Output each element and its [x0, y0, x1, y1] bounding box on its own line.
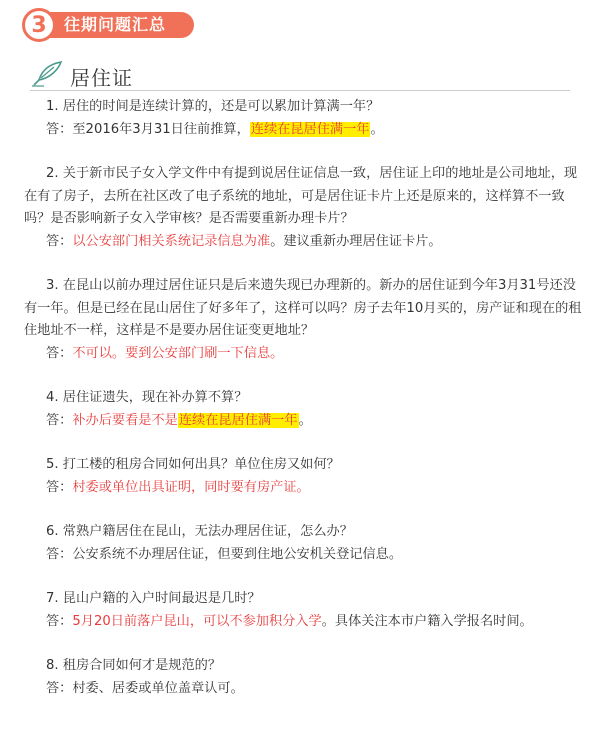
question: 7. 昆山户籍的入户时间最迟是几时？	[46, 591, 261, 606]
qa-item-6	[24, 521, 586, 566]
qa-item-4	[24, 387, 586, 432]
qa-item-8	[24, 655, 586, 700]
qa-item-2	[24, 163, 586, 253]
section-number-badge: 3	[22, 8, 56, 42]
qa-item-7	[24, 588, 586, 633]
qa-item-1	[24, 96, 586, 141]
red-text: 以公安部门相关系统记录信息为准	[72, 233, 271, 249]
answer: 答：至2016年3月31日往前推算，连续在昆居住满一年。	[46, 121, 384, 137]
question: 5. 打工楼的租房合同如何出具？单位住房又如何？	[46, 457, 340, 472]
section-header	[22, 8, 177, 42]
subsection-header	[30, 60, 570, 90]
answer: 答：补办后要看是不是连续在昆居住满一年。	[46, 412, 312, 428]
question: 1. 居住的时间是连续计算的，还是可以累加计算满一年？	[46, 99, 380, 114]
question: 2. 关于新市民子女入学文件中有提到说居住证信息一致，居住证上印的地址是公司地址，现在有了房子，去所在社区改了电子系统的地址，可是居住证卡片上还是原来的，这样算不一致吗？是否影响新子女入学审核？是否需要重新办理卡片？	[24, 166, 578, 226]
qa-item-5	[24, 454, 586, 499]
answer: 答：村委或单位出具证明，同时要有房产证。	[46, 479, 310, 495]
red-text: 村委或单位出具证明，同时要有房产证。	[72, 479, 310, 495]
section-title: 往期问题汇总	[44, 12, 194, 38]
question: 6. 常熟户籍居住在昆山，无法办理居住证，怎么办？	[46, 524, 353, 539]
question: 4. 居住证遗失，现在补办算不算？	[46, 390, 248, 405]
subsection-divider	[30, 90, 570, 91]
answer: 答：5月20日前落户昆山，可以不参加积分入学。具体关注本市户籍入学报名时间。	[46, 613, 533, 629]
red-text: 补办后要看是不是	[72, 412, 178, 428]
red-text: 5月20日前落户昆山，可以不参加积分入学	[72, 613, 322, 629]
qa-item-3	[24, 275, 586, 365]
subsection-title: 居住证	[70, 66, 133, 90]
answer: 答：公安系统不办理居住证，但要到住地公安机关登记信息。	[46, 546, 403, 562]
answer: 答：以公安部门相关系统记录信息为准。建议重新办理居住证卡片。	[46, 233, 442, 249]
answer: 答：不可以。要到公安部门刷一下信息。	[46, 345, 284, 361]
qa-list	[24, 96, 586, 722]
highlighted-text: 连续在昆居住满一年	[250, 121, 370, 137]
question: 8. 租房合同如何才是规范的？	[46, 658, 222, 673]
red-text: 不可以。要到公安部门刷一下信息。	[72, 345, 284, 361]
question: 3. 在昆山以前办理过居住证只是后来遗失现已办理新的。新办的居住证到今年3月31号还没有一年。但是已经在昆山居住了好多年了，这样可以吗？房子去年10月买的，房产证和现在的租住地址不一样，这样是不是要办居住证变更地址？	[24, 278, 582, 338]
quill-pen-icon	[30, 60, 64, 88]
highlighted-text: 连续在昆居住满一年	[178, 412, 298, 428]
answer: 答：村委、居委或单位盖章认可。	[46, 680, 244, 696]
